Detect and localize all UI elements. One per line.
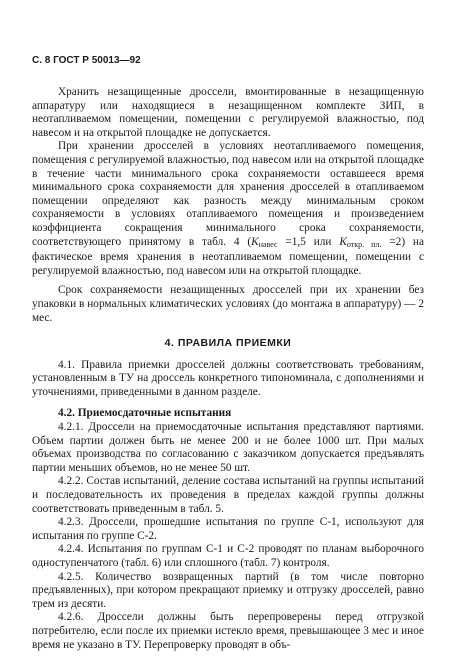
page-header: С. 8 ГОСТ Р 50013—92 [32, 55, 141, 66]
coefficient-subscript: откр. пл. [346, 239, 382, 249]
document-body [32, 86, 424, 652]
subsection-title: 4.2. Приемосдаточные испытания [58, 407, 232, 420]
clause-4-2-5: 4.2.5. Количество возвращенных партий (в том числе повторно предъявленных), при котором прекращают приемку и отгрузку дросселей, равно трем из десяти. [32, 570, 424, 610]
clause-4-2-6: 4.2.6. Дроссели должны быть перепроверены перед отгрузкой потребителю, если после их приемки истекло время, превышающее 3 мес и иное время не указано в ТУ. Перепроверку проводят в объ- [32, 611, 424, 651]
paragraph-storage-conditions [32, 140, 424, 278]
coefficient-subscript: навес [258, 239, 278, 249]
coefficient-value: =1,5 или [277, 235, 340, 248]
clause-4-2-3: 4.2.3. Дроссели, прошедшие испытания по группе С-1, используют для испытания по группе С-2. [32, 516, 424, 542]
clause-4-2-2: 4.2.2. Состав испытаний, деление состава испытаний на группы испытаний и последовательность их проведения в пределах каждой группы должны соответствовать приведенным в табл. 5. [32, 475, 424, 515]
section-title: 4. ПРАВИЛА ПРИЕМКИ [164, 337, 292, 350]
paragraph-shelf-life: Срок сохраняемости незащищенных дросселей при их хранении без упаковки в нормальных климатических условиях (до монтажа в аппаратуру) — 2 мес. [32, 284, 424, 324]
clause-4-2-1: 4.2.1. Дроссели на приемосдаточные испытания представляют партиями. Объем партии должен быть не менее 200 и не более 1000 шт. При малых объемах производства по согласованию с заказчиком допускается предъявлять партии меньших объемов, но не менее 50 шт. [32, 421, 424, 474]
coefficient-symbol: K [251, 235, 259, 248]
clause-4-2-4: 4.2.4. Испытания по группам С-1 и С-2 проводят по планам выборочного одноступенчатого (табл. 6) или сплошного (табл. 7) контроля. [32, 543, 424, 569]
clause-4-1: 4.1. Правила приемки дросселей должны соответствовать требованиям, установленным в ТУ на дроссель конкретного типономинала, с дополнениями и уточнениями, приведенными в данном разделе. [32, 358, 424, 398]
coefficient-symbol: K [339, 235, 347, 248]
paragraph-text: =2) на фактическое время хранения в неотапливаемом помещении, помещении с регулируемой влажностью, под навесом или на открытой площадке. [32, 235, 424, 277]
paragraph-text: При хранении дросселей в условиях неотапливаемого помещения, помещения с регулируемой влажностью, под навесом или на открытой площадке в течение части минимального срока сохраняемости оставшееся время минимального срока сохраняемости для хранения дросселей в отапливаемом помещении определяют как разность между минимальным сроком сохраняемости в условиях отапливаемого помещения и произведением коэффициента сокращения минимального срока сохраняемости, соответствующего принятому в табл. 4 ( [32, 140, 424, 248]
paragraph-storage-unprotected: Хранить незащищенные дроссели, вмонтированные в незащищенную аппаратуру или находящиеся в незащищенном комплекте ЗИП, в неотапливаемом помещении, помещении с регулируемой влажностью, под навесом и на открытой площадке не допускается. [32, 86, 424, 139]
